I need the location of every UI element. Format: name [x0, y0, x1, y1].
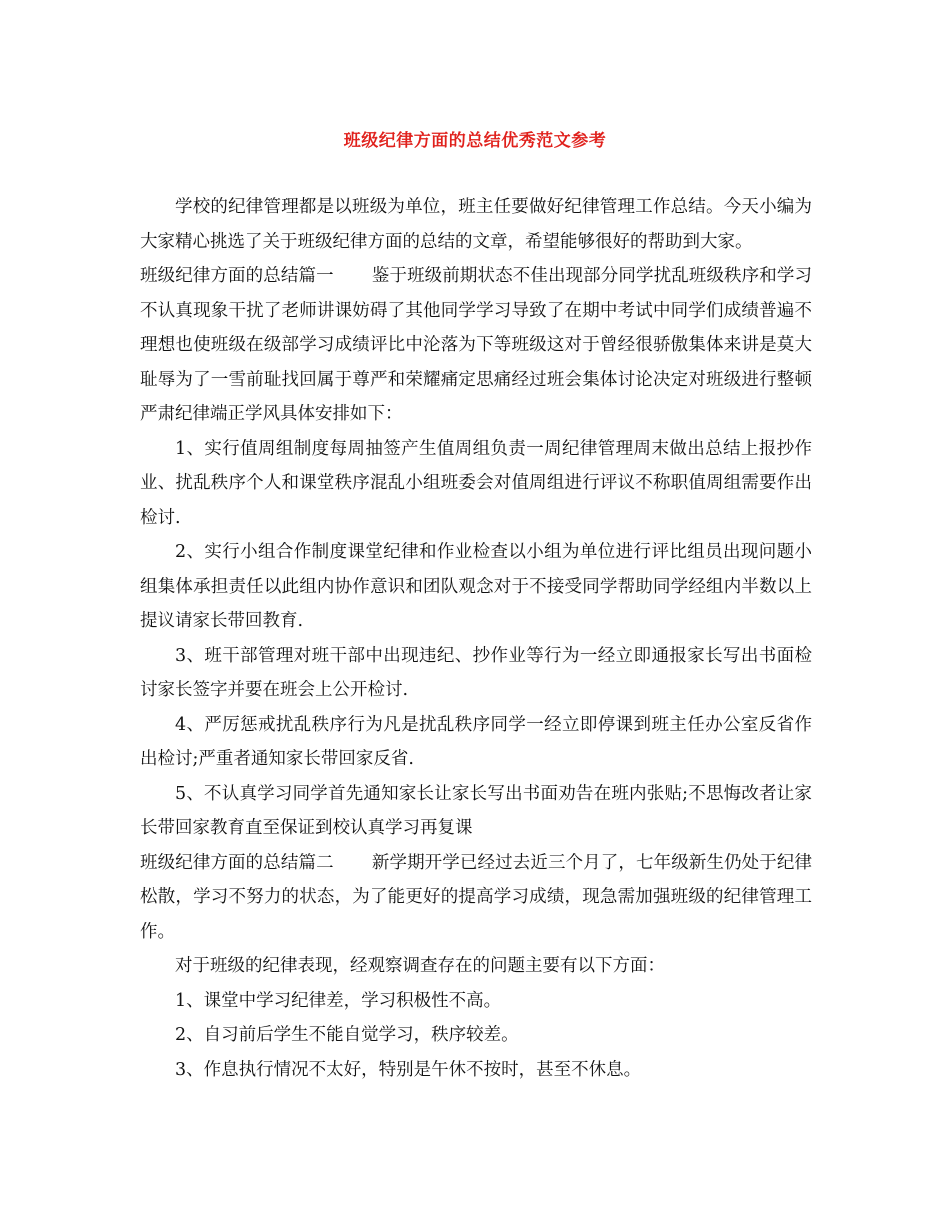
- section2-problems-intro: 对于班级的纪律表现，经观察调查存在的问题主要有以下方面：: [175, 956, 665, 976]
- section2-heading: 班级纪律方面的总结篇二: [140, 852, 334, 873]
- section1-paragraph: [140, 259, 812, 432]
- section1-lead: 鉴于班级前期状态不佳出现部分同学扰乱班级秩序和学习不认真现象干扰了老师讲课妨碍了其他同学学习导致了在期中考试中同学们成绩普遍不理想也使班级在级部学习成绩评比中沦落为下等班级这对于曾经很骄傲集体来讲是莫大耻辱为了一雪前耻找回属于尊严和荣耀痛定思痛经过班会集体讨论决定对班级进行整顿严肃纪律端正学风具体安排如下：: [140, 266, 813, 424]
- document-title: 班级纪律方面的总结优秀范文参考: [343, 131, 607, 151]
- section1-item-3: 3、班干部管理对班干部中出现违纪、抄作业等行为一经立即通报家长写出书面检讨家长签字并要在班会上公开检讨.: [140, 645, 812, 700]
- section2-item-3: 3、作息执行情况不太好，特别是午休不按时，甚至不休息。: [175, 1059, 642, 1080]
- section2-lead: 新学期开学已经过去近三个月了，七年级新生仍处于纪律松散，学习不努力的状态，为了能更好的提高学习成绩，现急需加强班级的纪律管理工作。: [140, 852, 813, 942]
- section1-item-2: 2、实行小组合作制度课堂纪律和作业检查以小组为单位进行评比组员出现问题小组集体承担责任以此组内协作意识和团队观念对于不接受同学帮助同学经组内半数以上提议请家长带回教育.: [140, 542, 812, 631]
- section1-item-1: 1、实行值周组制度每周抽签产生值周组负责一周纪律管理周末做出总结上报抄作业、扰乱秩序个人和课堂秩序混乱小组班委会对值周组进行评议不称职值周组需要作出检讨.: [140, 438, 812, 528]
- section1-item-4: 4、严厉惩戒扰乱秩序行为凡是扰乱秩序同学一经立即停课到班主任办公室反省作出检讨;严重者通知家长带回家反省.: [140, 714, 812, 769]
- section2-item-2: 2、自习前后学生不能自觉学习，秩序较差。: [175, 1025, 519, 1045]
- section2-paragraph: [140, 846, 812, 950]
- section2-item-1: 1、课堂中学习纪律差，学习积极性不高。: [175, 990, 502, 1011]
- section1-heading: 班级纪律方面的总结篇一: [140, 266, 334, 286]
- section1-item-5: 5、不认真学习同学首先通知家长让家长写出书面劝告在班内张贴;不思悔改者让家长带回家教育直至保证到校认真学习再复课: [140, 783, 812, 838]
- intro-paragraph: 学校的纪律管理都是以班级为单位，班主任要做好纪律管理工作总结。今天小编为大家精心挑选了关于班级纪律方面的总结的文章，希望能够很好的帮助到大家。: [140, 197, 812, 252]
- document-body: [140, 190, 812, 1087]
